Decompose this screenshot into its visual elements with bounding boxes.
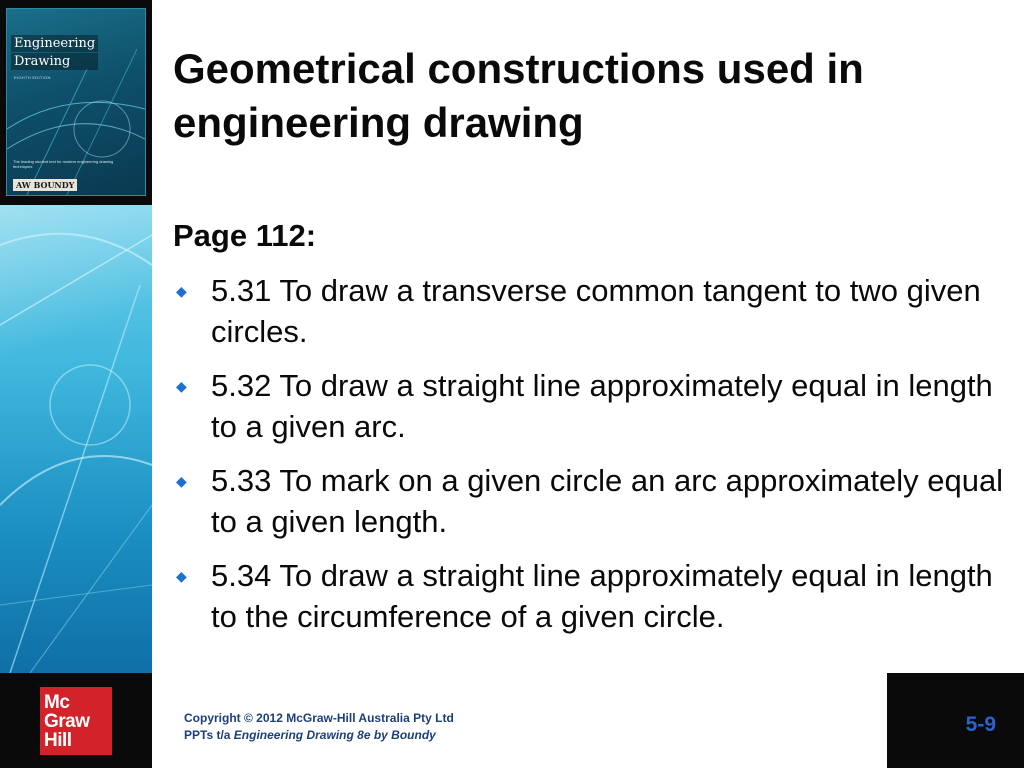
list-item-text: 5.32 To draw a straight line approximately equal in length to a given arc. [211,368,993,444]
list-item [173,460,1008,542]
ppt-prefix: PPTs t/a [184,728,234,742]
diamond-bullet-icon: ◆ [176,283,187,299]
diamond-bullet-icon: ◆ [176,568,187,584]
book-title [11,35,98,71]
logo-line3: Hill [44,729,72,751]
logo-line2: Graw [44,710,90,732]
list-item [173,365,1008,447]
list-item [173,270,1008,352]
book-blurb: The leading student text for modern engineering drawing techniques [13,159,114,169]
page-number-box [887,673,1024,768]
ppt-book-title: Engineering Drawing 8e by Boundy [233,728,436,742]
slide-title: Geometrical constructions used in engineering drawing [173,45,864,146]
list-item-text: 5.33 To mark on a given circle an arc approximately equal to a given length. [211,463,1004,539]
bullet-list [173,270,1008,650]
band-line-art [0,205,152,673]
list-item-text: 5.34 To draw a straight line approximately equal in length to the circumference of a given circle. [211,558,993,634]
diamond-bullet-icon: ◆ [176,473,187,489]
copyright-text: Copyright © 2012 McGraw-Hill Australia Pty Ltd [184,711,454,725]
page-number: 5-9 [965,713,996,736]
ppt-credit [184,727,454,744]
list-item-text: 5.31 To draw a transverse common tangent to two given circles. [211,273,981,349]
book-title-line1: Engineering [11,35,98,52]
book-author: AW BOUNDY [13,179,77,191]
book-cover-image [6,8,146,196]
book-title-line2: Drawing [11,53,98,70]
left-band [0,0,152,768]
list-item [173,555,1008,637]
logo-line1: Mc [44,691,70,713]
decorative-band-art [0,205,152,673]
mcgraw-hill-logo [40,687,112,755]
diamond-bullet-icon: ◆ [176,378,187,394]
section-heading: Page 112: [173,218,317,253]
book-edition: EIGHTH EDITION [14,75,51,80]
footer-copyright [184,710,454,744]
